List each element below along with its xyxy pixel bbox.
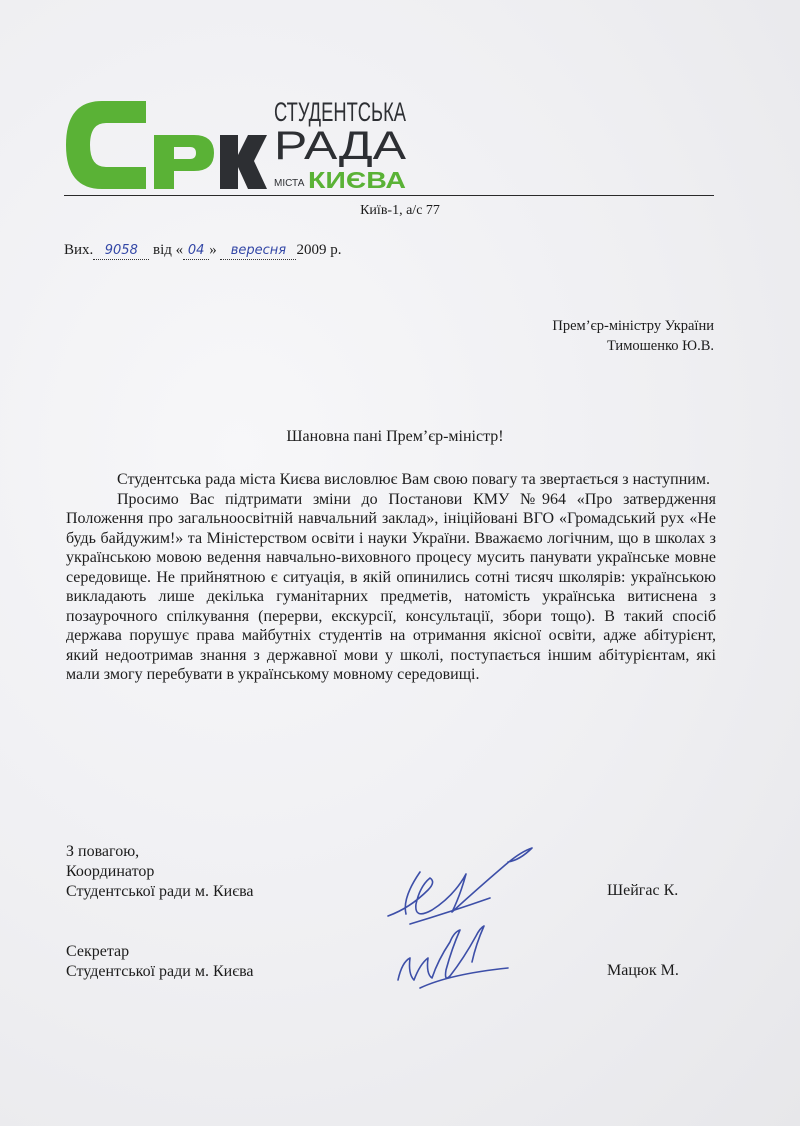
student-council-logo xyxy=(62,95,412,195)
outgoing-month: вересня xyxy=(220,243,296,260)
outgoing-day: 04 xyxy=(183,243,209,260)
org-name-city: КИЄВА xyxy=(308,167,406,193)
signatory-organization: Студентської ради м. Києва xyxy=(66,963,254,980)
recipient-title: Прем’єр-міністру України xyxy=(552,318,714,334)
recipient-block xyxy=(552,316,714,356)
logo-c-shape xyxy=(66,101,146,189)
outgoing-number: 9058 xyxy=(93,243,149,260)
outgoing-from-label: від « xyxy=(153,242,184,258)
signatory-coordinator xyxy=(66,842,254,902)
signatory-organization: Студентської ради м. Києва xyxy=(66,883,254,900)
logo-k-shape xyxy=(220,135,267,189)
org-name-line2: РАДА xyxy=(274,124,407,168)
closing-phrase: З повагою, xyxy=(66,843,140,860)
signatory-name: Мацюк М. xyxy=(607,962,679,979)
org-name-line1: СТУДЕНТСЬКА xyxy=(274,97,406,127)
signatory-name: Шейгас К. xyxy=(607,882,679,899)
body-paragraph-1: Студентська рада міста Києва висловлює Вам свою повагу та звертається з наступним. xyxy=(117,471,710,488)
salutation: Шановна пані Прем’єр-міністр! xyxy=(286,428,504,445)
outgoing-number-line xyxy=(64,242,341,260)
body-paragraph-2: Просимо Вас підтримати зміни до Постанови КМУ №964 «Про затвердження Положення про загальноосвітній навчальний заклад», ініційовані ВГО «Громадський рух «Не будь байдужим!» та Міністерством освіти і науки України. Вважаємо логічним, що в школах з українською мовою ведення навчально-виховного процесу мусить панувати українське мовне середовище. Не прийнятною є ситуація, в якій опинились сотні тисяч школярів: українською викладають лише декілька гуманітарних предметів, натомість українська витиснена з позаурочного спілкування (перерви, екскурсії, консультації, збори тощо). В такий спосіб держава порушує права майбутніх студентів на отримання якісної освіти, адже абітурієнт, який недоотримав знання з державної мови у школі, поступається іншим абітурієнтам, які мали змогу перебувати в українському мовному середовищі. xyxy=(66,490,716,683)
org-name-city-label: МІСТА xyxy=(274,178,305,189)
letterhead-divider xyxy=(64,195,714,196)
letter-body xyxy=(66,470,716,685)
outgoing-year: 2009 р. xyxy=(296,242,342,258)
recipient-name: Тимошенко Ю.В. xyxy=(606,338,714,354)
signatory-role: Координатор xyxy=(66,863,155,880)
signatory-secretary xyxy=(66,942,254,982)
postal-address: Київ-1, а/с 77 xyxy=(360,203,440,218)
signatory-role: Секретар xyxy=(66,943,130,960)
outgoing-prefix: Вих. xyxy=(64,242,94,258)
outgoing-close-quote: » xyxy=(209,242,217,258)
handwritten-signature-2 xyxy=(380,918,520,998)
logo-p-shape xyxy=(154,135,214,189)
